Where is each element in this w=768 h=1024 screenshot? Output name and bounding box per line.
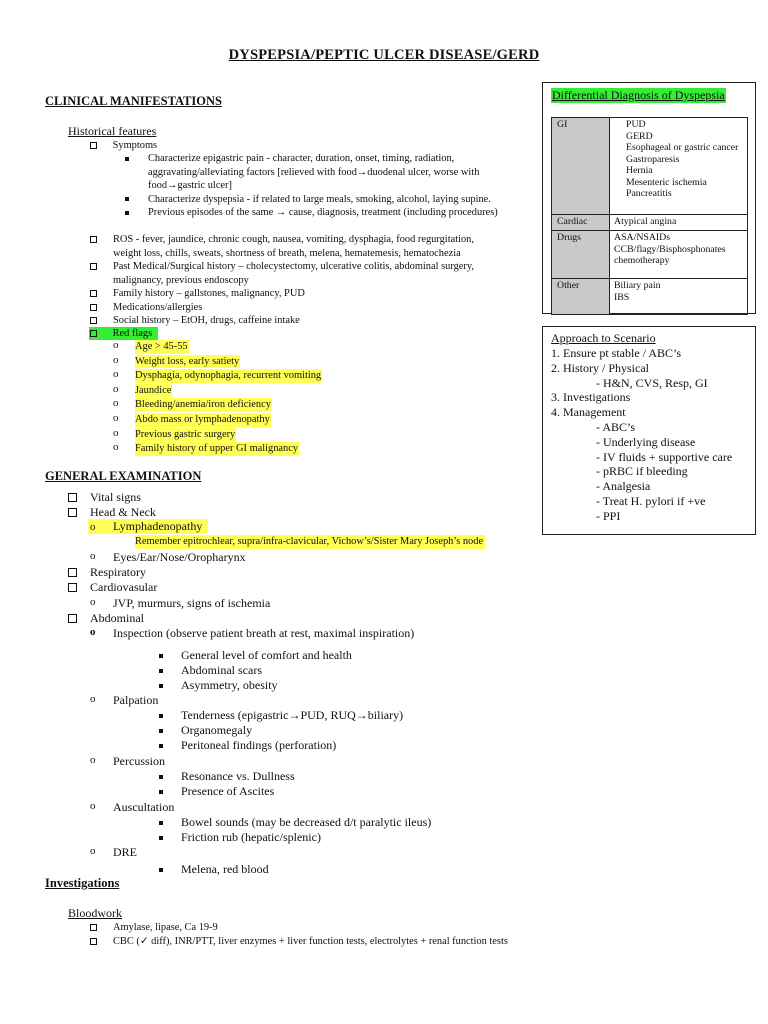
approach-line: 1. Ensure pt stable / ABC’s xyxy=(551,346,681,360)
approach-line: - IV fluids + supportive care xyxy=(596,449,733,464)
exam-subitem: Resonance vs. Dullness xyxy=(181,769,295,783)
red-flag-item: Jaundice xyxy=(135,384,172,396)
exam-subitem: Presence of Ascites xyxy=(181,784,275,798)
history-text: Medications/allergies xyxy=(113,301,203,313)
ddx-gi-item: Mesenteric ischemia xyxy=(626,176,707,188)
checkbox-icon xyxy=(68,508,77,517)
table-row xyxy=(552,118,748,215)
exam-subitem: Melena, red blood xyxy=(181,862,269,876)
approach-line: 4. Management xyxy=(551,405,626,420)
approach-line: - pRBC if bleeding xyxy=(596,464,688,479)
symptom-text: aggravating/alleviating factors [relieved with food→duodenal ulcer, worse with xyxy=(148,166,480,178)
bloodwork-heading: Bloodwork xyxy=(68,906,122,920)
checkbox-icon xyxy=(68,614,77,623)
lymph-note: Remember epitrochlear, supra/infra-clavicular, Vichow’s/Sister Mary Joseph’s node xyxy=(135,536,484,547)
symptom-text: Characterize epigastric pain - character, duration, onset, timing, radiation, xyxy=(148,153,455,164)
ddx-line: IBS xyxy=(614,291,630,303)
approach-line: - Treat H. pylori if +ve xyxy=(596,494,706,508)
ddx-gi-item: Hernia xyxy=(626,165,653,176)
bullet-icon xyxy=(159,836,163,840)
exam-subitem: General level of comfort and health xyxy=(181,648,352,662)
ddx-gi-list xyxy=(610,118,748,215)
ddx-gi-item: Gastroparesis xyxy=(626,153,680,165)
checkbox-icon xyxy=(68,493,77,502)
circle-bullet-icon: o xyxy=(90,800,96,812)
checkbox-icon xyxy=(90,330,97,337)
exam-item: Vital signs xyxy=(90,490,141,504)
exam-item: Palpation xyxy=(113,693,159,707)
ddx-table xyxy=(551,117,748,315)
exam-item: DRE xyxy=(113,845,137,859)
bullet-icon xyxy=(159,775,163,779)
bloodwork-item: Amylase, lipase, Ca 19-9 xyxy=(113,922,218,933)
exam-item: Head & Neck xyxy=(90,505,156,519)
approach-line: - Analgesia xyxy=(596,479,651,494)
circle-bullet-icon: o xyxy=(113,368,119,381)
differential-diagnosis-box xyxy=(542,82,756,314)
circle-bullet-icon: o xyxy=(90,596,96,608)
investigations-heading: Investigations xyxy=(45,876,120,890)
red-flag-item: Bleeding/anemia/iron deficiency xyxy=(135,399,271,411)
exam-subitem: Organomegaly xyxy=(181,723,253,737)
checkbox-icon xyxy=(90,317,97,324)
ddx-gi-item: PUD xyxy=(626,119,646,130)
bullet-icon xyxy=(159,714,163,718)
red-flag-item: Previous gastric surgery xyxy=(135,428,236,440)
bullet-icon xyxy=(159,669,163,673)
approach-line: - H&N, CVS, Resp, GI xyxy=(596,375,708,390)
ddx-title: Differential Diagnosis of Dyspepsia xyxy=(552,88,725,102)
circle-bullet-icon: o xyxy=(113,339,119,351)
ddx-gi-item: Pancreatitis xyxy=(626,188,672,199)
history-text: Past Medical/Surgical history – cholecystectomy, ulcerative colitis, abdominal surgery, xyxy=(113,261,474,272)
approach-line: 2. History / Physical xyxy=(551,360,649,375)
exam-item: Respiratory xyxy=(90,565,146,579)
circle-bullet-icon: o xyxy=(113,426,119,439)
table-row xyxy=(552,231,748,279)
history-text: ROS - fever, jaundice, chronic cough, nausea, vomiting, dysphagia, food regurgitation, xyxy=(113,234,474,245)
approach-box xyxy=(542,326,756,535)
ddx-line: Biliary pain xyxy=(614,280,661,291)
symptom-text: Characterize dyspepsia - if related to large meals, smoking, alcohol, laying supine. xyxy=(148,193,491,205)
approach-line: - PPI xyxy=(596,508,621,523)
exam-item: Inspection (observe patient breath at rest, maximal inspiration) xyxy=(113,626,415,640)
exam-subitem: Tenderness (epigastric→PUD, RUQ→biliary) xyxy=(181,708,404,722)
checkbox-icon xyxy=(68,568,77,577)
bullet-icon xyxy=(159,868,163,872)
circle-bullet-icon: o xyxy=(113,382,119,395)
circle-bullet-icon: o xyxy=(113,441,119,454)
clinical-heading: CLINICAL MANIFESTATIONS xyxy=(45,94,223,108)
ddx-value xyxy=(610,231,748,279)
circle-bullet-icon: o xyxy=(113,412,119,424)
bloodwork-item: CBC (✓ diff), INR/PTT, liver enzymes + liver function tests, electrolytes + renal function tests xyxy=(113,935,508,947)
exam-subitem: Friction rub (hepatic/splenic) xyxy=(181,830,321,844)
history-text: Family history – gallstones, malignancy, PUD xyxy=(113,288,305,299)
history-text: Social history – EtOH, drugs, caffeine intake xyxy=(113,315,300,326)
approach-line: 3. Investigations xyxy=(551,390,631,405)
approach-line: - Underlying disease xyxy=(596,434,696,449)
ddx-category: Other xyxy=(552,279,610,315)
approach-title: Approach to Scenario xyxy=(551,331,656,345)
page-title: DYSPEPSIA/PEPTIC ULCER DISEASE/GERD xyxy=(228,47,540,63)
ddx-line: chemotherapy xyxy=(614,255,670,266)
checkbox-icon xyxy=(68,583,77,592)
checkbox-icon xyxy=(90,290,97,297)
red-flag-item: Weight loss, early satiety xyxy=(135,355,240,367)
ddx-line: CCB/flagy/Bisphosphonates xyxy=(614,243,726,255)
checkbox-icon xyxy=(90,142,97,149)
exam-heading: GENERAL EXAMINATION xyxy=(45,469,202,483)
ddx-gi-item: Esophageal or gastric cancer xyxy=(626,142,739,153)
bullet-icon xyxy=(125,211,129,215)
ddx-category: GI xyxy=(552,118,610,215)
bullet-icon xyxy=(159,729,163,733)
bullet-icon xyxy=(125,157,129,161)
exam-item: Auscultation xyxy=(113,800,175,814)
red-flag-item: Abdo mass or lymphadenopathy xyxy=(135,414,270,425)
bullet-icon xyxy=(159,790,163,794)
lymphadenopathy-item: o Lymphadenopathy xyxy=(88,519,208,534)
ddx-line: ASA/NSAIDs xyxy=(614,232,671,243)
checkbox-icon xyxy=(90,938,97,945)
circle-bullet-icon: o xyxy=(90,550,96,562)
checkbox-icon xyxy=(90,924,97,931)
ddx-value: Atypical angina xyxy=(610,215,748,231)
exam-item: JVP, murmurs, signs of ischemia xyxy=(113,596,271,610)
history-text: weight loss, chills, sweats, shortness of breath, melena, hematemesis, hematochezia xyxy=(113,247,461,259)
ddx-gi-item: GERD xyxy=(626,130,653,142)
circle-bullet-icon: o xyxy=(90,693,96,705)
approach-line: - ABC’s xyxy=(596,420,636,434)
circle-bullet-icon: o xyxy=(90,626,96,638)
symptoms-item: Symptoms xyxy=(90,139,157,153)
red-flag-item: Dysphagia, odynophagia, recurrent vomiting xyxy=(135,370,322,382)
circle-bullet-icon: o xyxy=(90,521,96,533)
exam-subitem: Peritoneal findings (perforation) xyxy=(181,738,337,752)
red-flags-item: Red flags xyxy=(89,327,158,340)
checkbox-icon xyxy=(90,236,97,243)
bullet-icon xyxy=(125,197,129,201)
exam-subitem: Asymmetry, obesity xyxy=(181,677,278,692)
symptom-text: Previous episodes of the same → cause, diagnosis, treatment (including procedures) xyxy=(148,207,498,218)
checkbox-icon xyxy=(90,263,97,270)
bullet-icon xyxy=(159,684,163,688)
exam-subitem: Bowel sounds (may be decreased d/t paralytic ileus) xyxy=(181,815,432,829)
ddx-value xyxy=(610,279,748,315)
red-flag-item: Age > 45-55 xyxy=(135,341,188,352)
circle-bullet-icon: o xyxy=(90,754,96,766)
bullet-icon xyxy=(159,821,163,825)
red-flag-item: Family history of upper GI malignancy xyxy=(135,443,299,455)
symptom-text: food→gastric ulcer] xyxy=(148,180,232,191)
ddx-category: Cardiac xyxy=(552,215,610,231)
circle-bullet-icon: o xyxy=(113,353,119,366)
historical-features-heading: Historical features xyxy=(68,124,157,138)
checkbox-icon xyxy=(90,304,97,311)
bullet-icon xyxy=(159,744,163,748)
exam-item: Abdominal xyxy=(90,611,144,625)
bullet-icon xyxy=(159,654,163,658)
table-row xyxy=(552,279,748,315)
exam-item: Cardiovasular xyxy=(90,580,158,594)
ddx-category: Drugs xyxy=(552,231,610,279)
exam-item: Eyes/Ear/Nose/Oropharynx xyxy=(113,550,246,564)
history-text: malignancy, previous endoscopy xyxy=(113,274,249,286)
circle-bullet-icon: o xyxy=(90,845,96,857)
exam-item: Percussion xyxy=(113,754,165,768)
circle-bullet-icon: o xyxy=(113,397,119,410)
exam-subitem: Abdominal scars xyxy=(181,662,262,677)
table-row xyxy=(552,215,748,231)
